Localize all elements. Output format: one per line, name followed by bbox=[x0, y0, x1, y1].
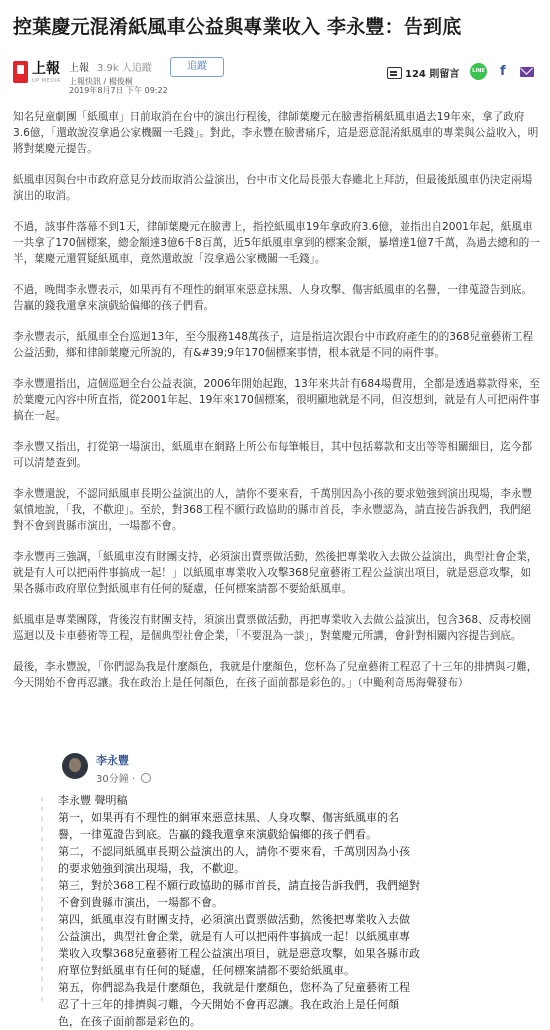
logo-text: 上報 bbox=[32, 61, 60, 77]
facebook-share-icon[interactable]: f bbox=[500, 64, 506, 79]
post-line: 的要求勉強到演出現場，我，不歡迎。 bbox=[58, 862, 245, 875]
author-name[interactable]: 上報 bbox=[69, 63, 89, 74]
post-line: 譽，一律蒐證告到底。告贏的錢我還拿來演戲給偏鄉的孩子們看。 bbox=[58, 828, 377, 841]
avatar[interactable] bbox=[62, 753, 88, 779]
embedded-facebook-post bbox=[0, 734, 550, 1028]
article-paragraph: 紙風車因與台中市政府意見分歧而取消公益演出，台中市文化局長張大春雖北上拜訪，但最後紙風車仍決定兩場演出的取消。 bbox=[13, 174, 533, 202]
follower-count: 3.9k 人追蹤 bbox=[97, 63, 152, 74]
follow-button[interactable]: 追蹤 bbox=[170, 57, 224, 77]
logo-subtext: UP MEDIA bbox=[32, 78, 61, 84]
publish-date: 2019年8月7日 下午 09:22 bbox=[69, 86, 168, 95]
upmedia-logo-mark-icon bbox=[13, 61, 28, 83]
article-meta bbox=[13, 57, 538, 97]
post-text bbox=[58, 792, 490, 1030]
article-paragraph: 不過，該事件落幕不到1天，律師葉慶元在臉書上，指控紙風車19年拿政府3.6億，並指出自2001年起，紙風車一共拿了170個標案，總金額達3億6千8百萬，近5年紙風車拿到的標案金額，暴增達1億7千萬，為過去總和的一半，葉慶元還質疑紙風車，竟然還敢說「沒拿過公家機關一毛錢」。 bbox=[13, 221, 540, 265]
post-line: 忍了十三年的排擠與刁難，今天開始不會再忍讓。我在政治上是任何顏 bbox=[58, 998, 399, 1011]
article-paragraph: 最後，李永豐說，「你們認為我是什麼顏色，我就是什麼顏色，您杯為了兒童藝術工程忍了十三年的排擠與刁難，今天開始不會再忍讓。我在政治上是任何顏色，在孩子面前都是彩色的。」（中颱利奇馬海聲發布） bbox=[13, 661, 538, 689]
decorative-dots bbox=[40, 794, 44, 1004]
post-line: 第四，紙風車沒有財團支持，必須演出賣票做活動，然後把專業收入去做 bbox=[58, 913, 410, 926]
globe-icon bbox=[141, 773, 151, 783]
post-timestamp[interactable] bbox=[96, 770, 151, 785]
post-line: 色，在孩子面前都是彩色的。 bbox=[58, 1015, 201, 1028]
byline: 上報快訊 / 楊俊桐 bbox=[69, 77, 133, 86]
comment-count[interactable]: 124 則留言 bbox=[405, 69, 460, 80]
comment-icon[interactable] bbox=[387, 67, 402, 79]
article-paragraph: 李永豐再三強調，「紙風車沒有財團支持，必須演出賣票做活動，然後把專業收入去做公益演出，典型社會企業，就是有人可以把兩件事搞成一起！」以紙風車專業收入攻擊368兒童藝術工程公益演出項目，就是惡意攻擊，如果各縣市政府單位對紙風車有任何的疑慮，任何標案請都不要給紙風車。 bbox=[13, 551, 538, 595]
article-paragraph: 知名兒童劇團「紙風車」日前取消在台中的演出行程後，律師葉慶元在臉書指稱紙風車過去19年來，拿了政府3.6億，「還敢說沒拿過公家機關一毛錢」。對此，李永豐在臉書痛斥，這是惡意混淆紙風車的專業與公益收入，明將對葉慶元提告。 bbox=[13, 111, 539, 155]
post-line: 第五，你們認為我是什麼顏色，我就是什麼顏色，您杯為了兒童藝術工程 bbox=[58, 981, 410, 994]
post-author-name[interactable]: 李永豐 bbox=[96, 754, 129, 767]
line-share-icon[interactable]: LINE bbox=[470, 63, 487, 80]
email-share-icon[interactable] bbox=[520, 67, 534, 77]
article-paragraph: 李永豐還指出，這個巡迴全台公益表演，2006年開始起跑，13年來共計有684場費用，全都是透過募款得來，至於葉慶元內容中所直指，從2001年起、19年來170個標案，很明顯地就是不同，但沒想到，就是有人可把兩件事搞在一起。 bbox=[13, 378, 540, 422]
post-line: 不會到貴縣市演出，一場都不會。 bbox=[58, 896, 223, 909]
upmedia-logo[interactable] bbox=[13, 60, 63, 90]
post-line: 第二，不認同紙風車長期公益演出的人，請你不要來看，千萬別因為小孩 bbox=[58, 845, 410, 858]
post-line: 李永豐 聲明稿 bbox=[58, 794, 128, 807]
post-line: 第一，如果再有不理性的網軍來惡意抹黑、人身攻擊、傷害紙風車的名 bbox=[58, 811, 399, 824]
post-line: 府單位對紙風車有任何的疑慮，任何標案請都不要給紙風車。 bbox=[58, 964, 355, 977]
article-headline: 控葉慶元混淆紙風車公益與專業收入 李永豐：告到底 bbox=[13, 16, 462, 38]
post-line: 第三，對於368工程不願行政協助的縣市首長，請直接告訴我們，我們絕對 bbox=[58, 879, 420, 892]
post-time-text: 30分鐘 · bbox=[96, 774, 139, 785]
article-paragraph: 李永豐又指出，打從第一場演出，紙風車在網路上所公布每筆帳目，其中包括募款和支出等等相關細目，迄今都可以清楚查到。 bbox=[13, 441, 533, 469]
article-body bbox=[13, 109, 540, 706]
article-paragraph: 不過，晚間李永豐表示，如果再有不理性的網軍來惡意抹黑、人身攻擊、傷害紙風車的名譽，一律蒐證告到底。告贏的錢我還拿來演戲給偏鄉的孩子們看。 bbox=[13, 284, 533, 312]
article-paragraph: 李永豐還說，不認同紙風車長期公益演出的人，請你不要來看，千萬別因為小孩的要求勉強到演出現場，李永豐氣憤地說，「我，不歡迎」。至於，對368工程不願行政協助的縣市首長，李永豐認為，請直接告訴我們，我們絕對不會到貴縣市演出，一場都不會。 bbox=[13, 488, 533, 532]
article-paragraph: 李永豐表示，紙風車全台巡迴13年，至今服務148萬孩子，這是指這次跟台中市政府產生的的368兒童藝術工程公益活動，鄉和律師葉慶元所說的，有&#39;9年170個標案事情，根本就是不同的兩件事。 bbox=[13, 331, 534, 359]
post-line: 業收入攻擊368兒童藝術工程公益演出項目，就是惡意攻擊，如果各縣市政 bbox=[58, 947, 420, 960]
post-line: 公益演出，典型社會企業，就是有人可以把兩件事搞成一起！以紙風車專 bbox=[58, 930, 410, 943]
article-paragraph: 紙風車是專業團隊，背後沒有財團支持，須演出賣票做活動，再把專業收入去做公益演出，包含368、反毒校園巡迴以及卡車藝術等工程，是個典型社會企業，「不要混為一談」，對葉慶元所講，會針對相關內容提告到底。 bbox=[13, 614, 532, 642]
